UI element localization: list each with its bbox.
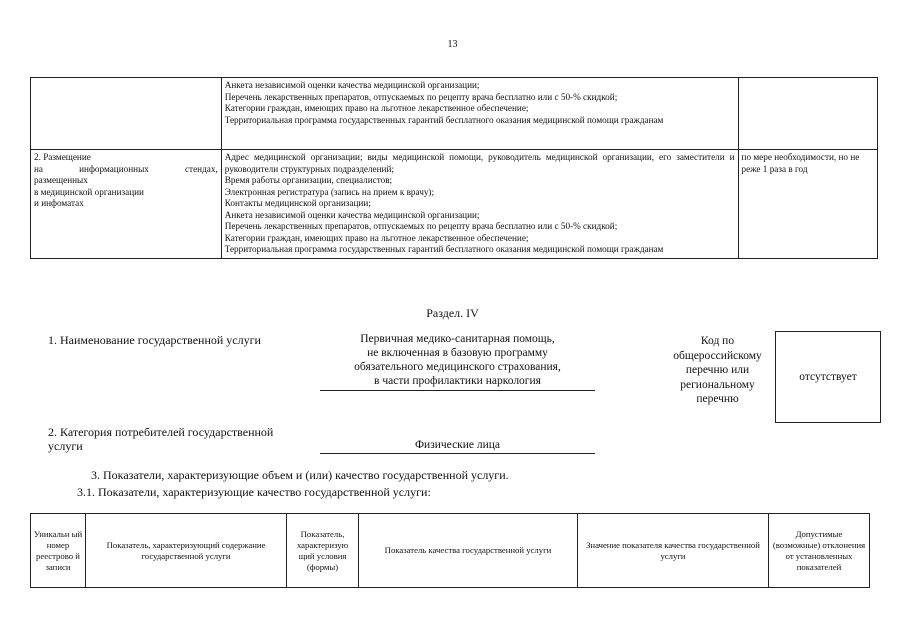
content-line: Адрес медицинской организации; виды медицинской помощи, руководитель медицинской организации, его заместители и руководители структурных подразделений; <box>224 152 735 174</box>
frequency-cell: по мере необходимости, но не реже 1 раза в год <box>738 150 877 259</box>
method-line: и инфоматах <box>34 198 84 208</box>
table-header-row <box>31 514 870 588</box>
header-quality-value: Значение показателя качества государственной услуги <box>578 514 769 588</box>
indicators-heading: 3. Показатели, характеризующие объем и (или) качество государственной услуги. <box>91 468 509 482</box>
code-value: отсутствует <box>799 371 857 383</box>
method-line: размещенных <box>34 175 88 185</box>
service-name-underline <box>320 390 595 391</box>
header-quality-indicator: Показатель качества государственной услуги <box>359 514 578 588</box>
section-title: Раздел. IV <box>426 306 479 320</box>
service-name-line: обязательного медицинского страхования, <box>354 361 561 373</box>
consumer-category-value: Физические лица <box>414 439 501 451</box>
service-name-value <box>320 332 595 388</box>
content-line: Анкета независимой оценки качества медицинской организации; <box>224 209 480 220</box>
code-value-box <box>775 331 881 423</box>
content-line: Перечень лекарственных препаратов, отпускаемых по рецепту врача бесплатно или с 50-% скидкой; <box>224 91 618 102</box>
header-allowed-deviation: Допустимые (возможные) отклонения от установленных показателей <box>769 514 870 588</box>
quality-indicators-table <box>30 513 870 588</box>
method-cell <box>31 150 222 259</box>
method-line: на информационных стендах, <box>34 163 218 174</box>
content-line: Категории граждан, имеющих право на льготное лекарственное обеспечение; <box>224 103 529 113</box>
content-line: Электронная регистратура (запись на прием к врачу); <box>224 186 435 197</box>
table-row <box>31 150 878 259</box>
consumer-label-line: 2. Категория потребителей государственной <box>48 425 274 439</box>
content-cell <box>221 78 738 150</box>
table-row <box>31 78 878 150</box>
code-label-line: Код по <box>700 335 735 347</box>
code-label-line: общероссийскому <box>673 349 762 362</box>
content-cell <box>221 150 738 259</box>
quality-indicators-heading: 3.1. Показатели, характеризующие качество государственной услуги: <box>77 485 431 499</box>
header-conditions-indicator: Показатель, характеризую щий условия (формы) <box>287 514 359 588</box>
frequency-cell <box>738 78 877 150</box>
content-line: Перечень лекарственных препаратов, отпускаемых по рецепту врача бесплатно или с 50-% скидкой; <box>224 221 618 231</box>
service-name-label: 1. Наименование государственной услуги <box>48 333 261 347</box>
info-placement-table <box>30 77 878 259</box>
code-label <box>660 334 775 407</box>
page-number: 13 <box>447 39 458 50</box>
code-label-line: региональному <box>680 378 755 391</box>
header-content-indicator: Показатель, характеризующий содержание государственной услуги <box>86 514 287 588</box>
consumer-label-line: услуги <box>48 439 83 453</box>
service-name-line: в части профилактики наркология <box>374 375 541 387</box>
content-line: Контакты медицинской организации; <box>224 198 371 208</box>
service-name-line: не включенная в базовую программу <box>367 347 548 359</box>
content-line: Анкета независимой оценки качества медицинской организации; <box>224 80 480 90</box>
code-label-line: перечню <box>696 393 739 406</box>
method-line: в медицинской организации <box>34 186 144 197</box>
content-line: Время работы организации, специалистов; <box>224 175 393 185</box>
content-line: Территориальная программа государственных гарантий бесплатного оказания медицинской помощи гражданам <box>224 114 664 125</box>
consumer-underline <box>320 453 595 454</box>
content-line: Территориальная программа государственных гарантий бесплатного оказания медицинской помощи гражданам <box>224 244 664 254</box>
consumer-category-label <box>48 425 273 453</box>
method-line: 2. Размещение <box>34 152 91 162</box>
method-cell <box>31 78 222 150</box>
code-label-line: перечню или <box>685 364 750 377</box>
content-line: Категории граждан, имеющих право на льготное лекарственное обеспечение; <box>224 232 529 243</box>
service-name-line: Первичная медико-санитарная помощь, <box>360 333 555 345</box>
header-registry-number: Уникальн ый номер реестрово й записи <box>31 514 86 588</box>
